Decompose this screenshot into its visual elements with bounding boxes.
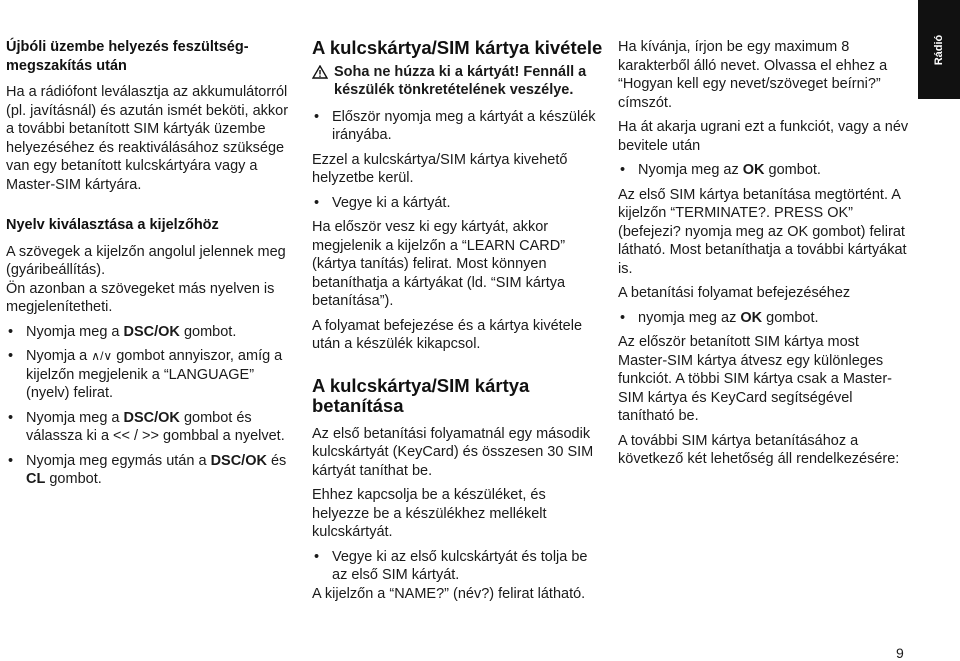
- paragraph: Az első SIM kártya betanítása megtörtént. A kijelzőn “TERMINATE?. PRESS OK” (befejezi? nyomja meg az OK gombot) felirat látható. Most betaníthatja a további kártyákat is.: [618, 186, 907, 277]
- text: Vegye ki az első kulcskártyát és tolja be az első SIM kártyát.: [332, 548, 588, 583]
- warning-text: Soha ne húzza ki a kártyát! Fennáll a készülék tönkretételének veszélye.: [334, 63, 587, 98]
- list-item: [312, 194, 604, 213]
- bullet-icon: •: [314, 108, 320, 125]
- text: és: [266, 452, 287, 469]
- text: gombot.: [179, 323, 237, 340]
- list-item: [618, 161, 910, 180]
- key-label: DSC/OK: [123, 409, 180, 426]
- section-tab-label: Rádió: [933, 34, 945, 65]
- bullet-icon: •: [8, 323, 14, 340]
- list-item: [6, 409, 293, 446]
- paragraph: Az első betanítási folyamatnál egy második kulcskártyát (KeyCard) és összesen 30 SIM kártyát taníthat be.: [312, 425, 594, 479]
- page-number: 9: [896, 645, 904, 661]
- bullet-icon: •: [620, 309, 626, 326]
- bullet-icon: •: [314, 194, 320, 211]
- heading-teach-card: A kulcskártya/SIM kártya betanítása: [312, 374, 530, 416]
- column-1: [6, 38, 293, 489]
- bullet-icon: •: [8, 452, 14, 469]
- column-2: [312, 38, 604, 603]
- bullet-icon: •: [8, 348, 14, 364]
- text: Nyomja meg a: [26, 323, 124, 340]
- warning-note: [312, 63, 604, 100]
- section-tab: [918, 0, 960, 99]
- paragraph: Ehhez kapcsolja be a készüléket, és helyezze be a készülékhez mellékelt kulcskártyát.: [312, 487, 547, 540]
- text: gombot annyiszor, amíg a kijelzőn megjelenik a “LANGUAGE” (nyelv) felirat.: [26, 348, 283, 401]
- paragraph: Ha át akarja ugrani ezt a funkciót, vagy a név bevitele után: [618, 119, 909, 154]
- warning-icon: [312, 65, 328, 79]
- paragraph: A kijelzőn a “NAME?” (név?) felirat látható.: [312, 585, 586, 602]
- text: Nyomja meg a: [26, 409, 124, 426]
- key-label: CL: [26, 471, 46, 487]
- key-label: OK: [742, 162, 765, 178]
- text: gombot.: [762, 309, 819, 326]
- paragraph-restart: Ha a rádiófont leválasztja az akkumulátorról (pl. javításnál) és azután ismét beköti, akkor a további betanított SIM kártyák üzembe helyezéséhez és reaktiválásához szüksége van egy betanított kulcskártyára vagy a Master-SIM kártyára.: [6, 84, 289, 193]
- paragraph: Ezzel a kulcskártya/SIM kártya kivehető helyzetbe kerül.: [312, 151, 568, 186]
- paragraph: A betanítási folyamat befejezéséhez: [618, 285, 851, 301]
- key-label: OK: [740, 309, 763, 326]
- key-label: DSC/OK: [210, 452, 267, 469]
- paragraph-language-2: Ön azonban a szövegeket más nyelven is megjelenítetheti.: [6, 280, 275, 315]
- list-item: [312, 108, 604, 145]
- list-item: [312, 548, 604, 585]
- key-label: DSC/OK: [123, 323, 180, 340]
- bullet-icon: •: [314, 548, 320, 565]
- text: Először nyomja meg a kártyát a készülék irányába.: [332, 108, 596, 143]
- paragraph-language-1: A szövegek a kijelzőn angolul jelennek meg (gyáribeállítás).: [6, 243, 286, 278]
- up-down-arrow-icon: ∧/∨: [91, 349, 113, 363]
- heading-restart: Újbóli üzembe helyezés feszültség-megszakítás után: [6, 39, 249, 74]
- paragraph: A további SIM kártya betanításához a következő két lehetőség áll rendelkezésére:: [618, 432, 900, 467]
- text: gombot.: [45, 471, 102, 487]
- text: gombot és válassza ki a << / >> gombbal a nyelvet.: [26, 409, 285, 444]
- text: Nyomja meg egymás után a: [26, 452, 211, 469]
- paragraph: Ha kívánja, írjon be egy maximum 8 karakterből álló nevet. Olvassa el ehhez a “Hogyan kell egy nevet/szöveget beírni?” címszót.: [618, 39, 888, 111]
- paragraph: Ha először vesz ki egy kártyát, akkor megjelenik a kijelzőn a “LEARN CARD” (kártya tanítás) felirat. Most könnyen betaníthatja a kártyákat (ld. “SIM kártya betanítása”).: [312, 219, 566, 309]
- heading-language: Nyelv kiválasztása a kijelzőhöz: [6, 217, 219, 233]
- column-3: [618, 38, 910, 469]
- list-item: [6, 323, 293, 342]
- text: Vegye ki a kártyát.: [332, 194, 451, 211]
- paragraph: A folyamat befejezése és a kártya kivétele után a készülék kikapcsol.: [312, 317, 583, 352]
- text: Nyomja meg az: [638, 162, 743, 178]
- list-item: [6, 347, 293, 403]
- list-item: [6, 452, 293, 489]
- list-item: [618, 309, 910, 328]
- text: Nyomja a: [26, 348, 92, 364]
- text: nyomja meg az: [638, 309, 741, 326]
- bullet-icon: •: [8, 409, 14, 426]
- heading-remove-card: A kulcskártya/SIM kártya kivétele: [312, 37, 603, 58]
- paragraph: Az először betanított SIM kártya most Master-SIM kártya átvesz egy különleges funkciót. A többi SIM kártya csak a Master-SIM kártya és KeyCard segítségével tanítható be.: [618, 334, 892, 424]
- text: gombot.: [764, 162, 821, 178]
- bullet-icon: •: [620, 162, 626, 178]
